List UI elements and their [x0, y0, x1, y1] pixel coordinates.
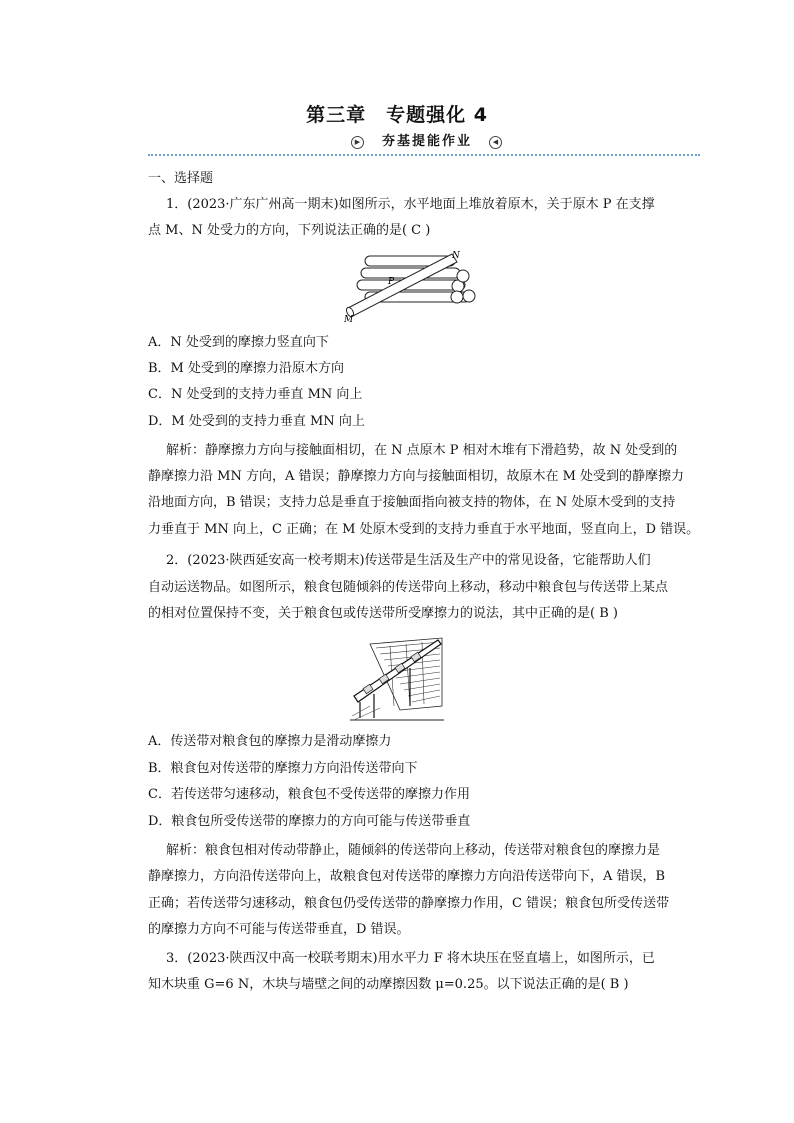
q2-option-b: B．粮食包对传送带的摩擦力方向沿传送带向下	[148, 761, 418, 776]
play-right-icon: ▶	[351, 136, 364, 149]
q1-option-d: D．M 处受到的支持力垂直 MN 向上	[148, 414, 365, 429]
fig-label-m: M	[344, 315, 354, 324]
q1-stem-line2: 点 M、N 处受力的方向，下列说法正确的是( C )	[148, 223, 431, 238]
q2-option-a: A．传送带对粮食包的摩擦力是滑动摩擦力	[148, 734, 392, 749]
q3-stem-line1: 3．(2023·陕西汉中高一校联考期末)用水平力 F 将木块压在竖直墙上，如图所示，已	[166, 951, 655, 966]
q2-analysis-line4: 的摩擦力方向不可能与传送带垂直，D 错误。	[148, 922, 410, 937]
fig-label-p: P	[388, 277, 395, 287]
q1-option-a: A．N 处受到的摩擦力竖直向下	[148, 335, 329, 350]
q1-option-b: B．M 处受到的摩擦力沿原木方向	[148, 361, 344, 376]
q1-analysis-line4: 力垂直于 MN 向上，C 正确；在 M 处原木受到的支持力垂直于水平地面，竖直向上，D 错误。	[148, 522, 700, 537]
fig-label-n: N	[452, 251, 460, 261]
section-banner	[347, 132, 507, 152]
page-title: 第三章 专题强化 4	[306, 104, 488, 126]
q2-conveyor-figure	[350, 636, 444, 722]
q2-stem-line3: 的相对位置保持不变，关于粮食包或传送带所受摩擦力的说法，其中正确的是( B )	[148, 606, 618, 621]
section-heading: 一、选择题	[148, 171, 214, 186]
q1-log-pile-figure	[340, 246, 480, 324]
q2-option-c: C．若传送带匀速移动，粮食包不受传送带的摩擦力作用	[148, 787, 470, 802]
q1-analysis-line3: 沿地面方向，B 错误；支持力总是垂直于接触面指向被支持的物体，在 N 处原木受到的支持	[148, 495, 676, 510]
q1-analysis-line2: 静摩擦力沿 MN 方向，A 错误；静摩擦力方向与接触面相切，故原木在 M 处受到的静摩擦力	[148, 469, 685, 484]
q2-stem-line2: 自动运送物品。如图所示，粮食包随倾斜的传送带向上移动，移动中粮食包与传送带上某点	[148, 580, 669, 595]
q2-stem-line1: 2．(2023·陕西延安高一校考期末)传送带是生活及生产中的常见设备，它能帮助人们	[166, 553, 651, 568]
q1-stem-line1: 1．(2023·广东广州高一期末)如图所示，水平地面上堆放着原木，关于原木 P 在支撑	[166, 197, 655, 212]
q2-analysis-line1: 解析：粮食包相对传动带静止，随倾斜的传送带向上移动，传送带对粮食包的摩擦力是	[166, 843, 661, 858]
play-left-icon: ◀	[489, 136, 502, 149]
banner-label: 夯基提能作业	[381, 134, 472, 149]
q2-option-d: D．粮食包所受传送带的摩擦力的方向可能与传送带垂直	[148, 814, 471, 829]
dotted-divider	[148, 154, 700, 156]
q2-analysis-line3: 正确；若传送带匀速移动，粮食包仍受传送带的静摩擦力作用，C 错误；粮食包所受传送带	[148, 896, 670, 911]
q1-option-c: C．N 处受到的支持力垂直 MN 向上	[148, 387, 363, 402]
q3-stem-line2: 知木块重 G=6 N，木块与墙壁之间的动摩擦因数 μ=0.25。以下说法正确的是( B )	[148, 977, 629, 992]
q2-analysis-line2: 静摩擦力，方向沿传送带向上，故粮食包对传送带的摩擦力方向沿传送带向下，A 错误，B	[148, 869, 666, 884]
q1-analysis-line1: 解析：静摩擦力方向与接触面相切，在 N 点原木 P 相对木堆有下滑趋势，故 N 处受到的	[166, 443, 678, 458]
